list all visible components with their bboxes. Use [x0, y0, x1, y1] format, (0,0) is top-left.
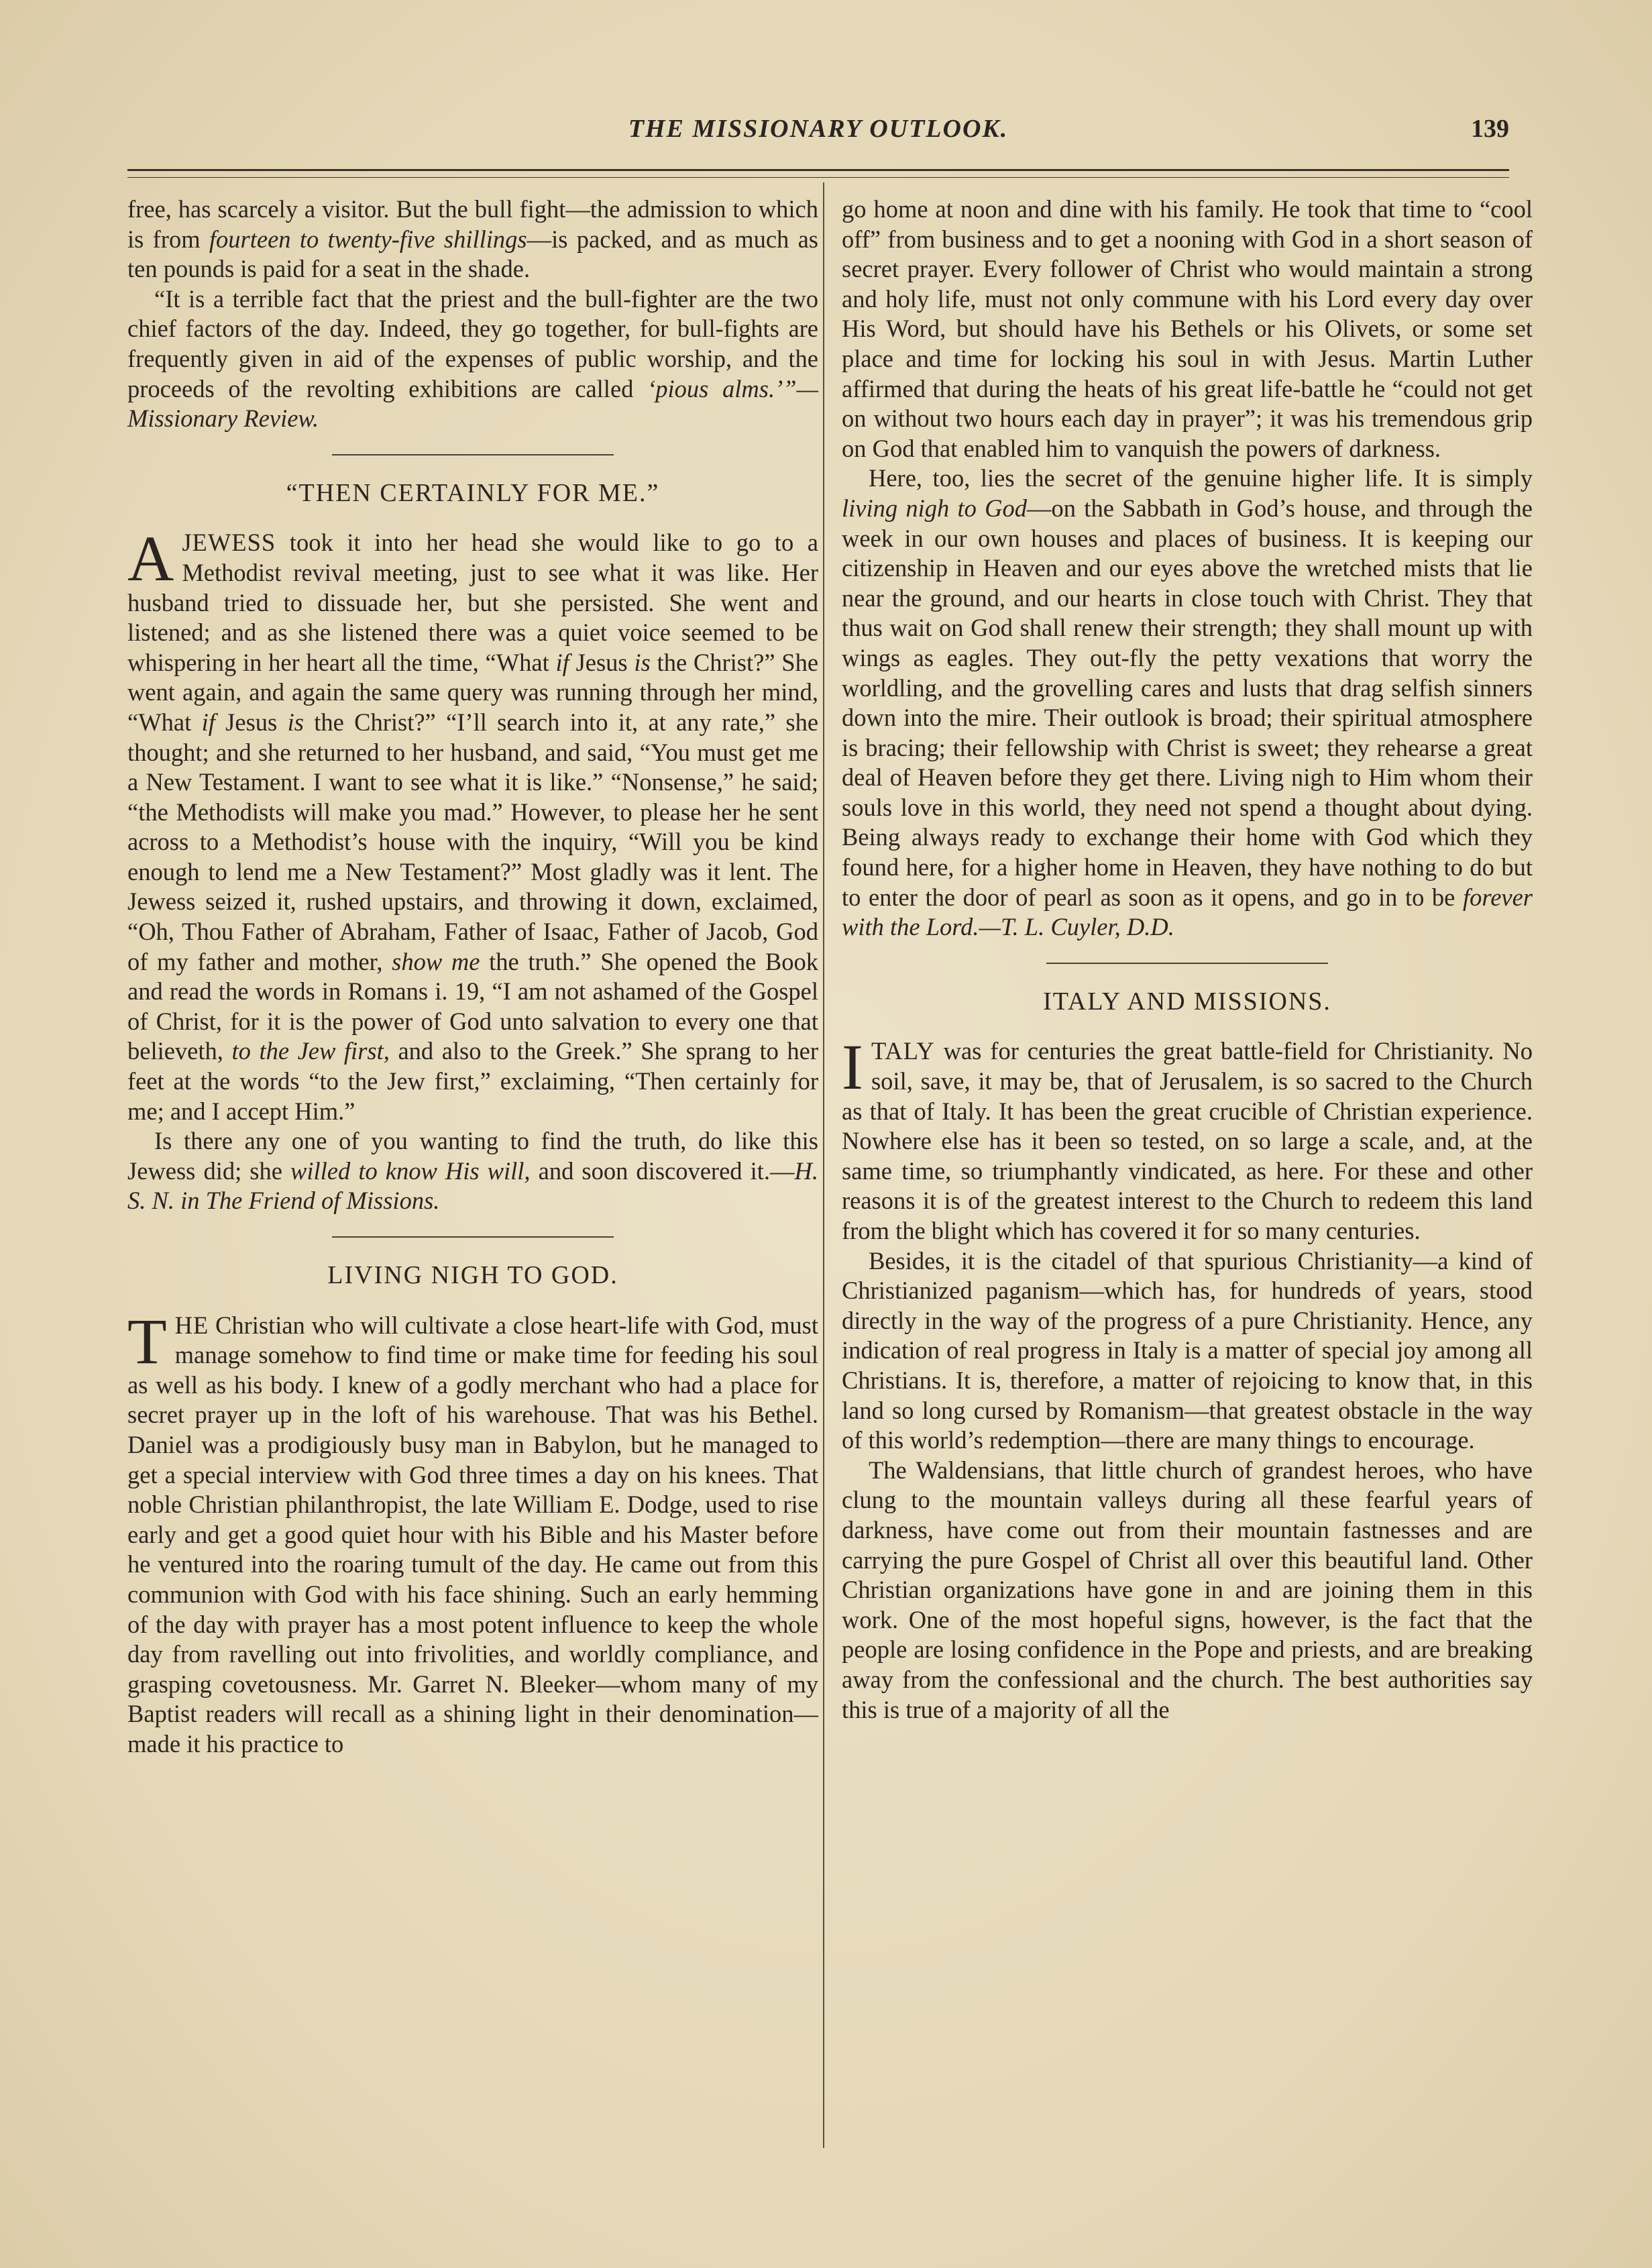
continued-paragraph-1: free, has scarcely a visitor. But the bull fight—the admission to which is from fourteen to twenty-five shillings—is packed, and as much as ten pounds is paid for a seat in the shade.: [127, 195, 818, 283]
left-column: [127, 195, 818, 1760]
drop-cap: A: [127, 523, 174, 595]
article-living-nigh-continued: go home at noon and dine with his family. He took that time to “cool off” from business and to get a nooning with God in a short season of secret prayer. Every follower of Christ who would maintain a strong and holy life, must not only commune with his Lord every day over His Word, but should have his Bethels or his Olivets, or some set place and time for locking his soul in with Jesus. Martin Luther affirmed that during the heats of his great life-battle he “could not get on without two hours each day in prayer”; it was his tremendous grip on God that enabled him to vanquish the powers of darkness.: [842, 195, 1533, 462]
article-living-nigh-paragraph-2: Here, too, lies the secret of the genuine higher life. It is simply living nigh to God—on the Sabbath in God’s house, and through the week in our own houses and places of business. It is keeping our citizenship in Heaven and our eyes above the wretched mists that lie near the ground, and our hearts in close touch with Christ. They that thus wait on God shall renew their strength; they shall mount up with wings as eagles. They out-fly the petty vexations that worry the worldling, and the grovelling cares and lusts that drag selfish sinners down into the mire. Their outlook is broad; their spiritual atmosphere is bracing; their fellowship with Christ is sweet; they rehearse a great deal of Heaven before they get there. Living nigh to Him whom their souls love in this world, they need not spend a thought about dying. Being always ready to exchange their home with God which they found here, for a higher home in Heaven, they have nothing to do but to enter the door of pearl as soon as it opens, and go in to be forever with the Lord.—T. L. Cuyler, D.D.: [842, 464, 1533, 941]
continued-paragraph-2: “It is a terrible fact that the priest and the bull-fighter are the two chief factors of the day. Indeed, they go together, for bull-fights are frequently given in aid of the expenses of public worship, and the proceeds of the revolting exhibitions are called ‘pious alms.’”—Missionary Review.: [127, 284, 818, 433]
section-separator: [332, 1236, 614, 1238]
article-jewess-paragraph-1: AJEWESS took it into her head she would like to go to a Methodist revival meeting, just to see what it was like. Her husband tried to dissuade her, but she persisted. She went and listened; and as she listened there was a quiet voice seemed to be whispering in her heart all the time, “What if Jesus is the Christ?” She went again, and again the same query was running through her mind, “What if Jesus is the Christ?” “I’ll search into it, at any rate,” she thought; and she returned to her husband, and said, “You must get me a New Testament. I want to see what it is like.” “Nonsense,” he said; “the Methodists will make you mad.” However, to please her he sent across to a Methodist’s house with the inquiry, “Will you be kind enough to lend me a New Testament?” Most gladly was it lent. The Jewess seized it, rushed upstairs, and throwing it down, exclaimed, “Oh, Thou Father of Abraham, Father of Isaac, Father of Jacob, God of my father and mother, show me the truth.” She opened the Book and read the words in Romans i. 19, “I am not ashamed of the Gospel of Christ, for it is the power of God unto salvation to every one that believeth, to the Jew first, and also to the Greek.” She sprang to her feet at the words “to the Jew first,” exclaiming, “Then certainly for me; and I accept Him.”: [127, 523, 819, 1125]
page-number: 139: [1471, 115, 1509, 143]
section-title-living-nigh: LIVING NIGH TO GOD.: [327, 1261, 618, 1289]
section-title-then-certainly: “THEN CERTAINLY FOR ME.”: [286, 478, 660, 507]
article-italy-paragraph-2: Besides, it is the citadel of that spurious Christianity—a kind of Christianized paganism—which has, for hundreds of years, stood directly in the way of the progress of a pure Christianity. Hence, any indication of real progress in Italy is a matter of special joy among all Christians. It is, therefore, a matter of rejoicing to know that, in this land so long cursed by Romanism—that greatest obstacle in the way of this world’s redemption—there are many things to encourage.: [842, 1246, 1533, 1454]
article-living-nigh-paragraph-1: THE Christian who will cultivate a close heart-life with God, must manage somehow to find time or make time for feeding his soul as well as his body. I knew of a godly merchant who had a place for secret prayer up in the loft of his warehouse. That was his Bethel. Daniel was a prodigiously busy man in Babylon, but he managed to get a special interview with God three times a day on his knees. That noble Christian philanthropist, the late William E. Dodge, used to rise early and get a good quiet hour with his Bible and his Master before he ventured into the roaring tumult of the day. He came out from this communion with God with his face shining. Such an early hemming of the day with prayer has a most potent influence to keep the whole day from ravelling out into frivolities, and worldly compliance, and grasping covetousness. Mr. Garret N. Bleeker—whom many of my Baptist readers will recall as a shining light in their denomination—made it his practice to: [127, 1305, 819, 1758]
drop-cap: T: [127, 1305, 167, 1377]
section-separator: [332, 454, 614, 455]
header-rule-thick: [127, 169, 1509, 171]
section-title-italy: ITALY AND MISSIONS.: [1043, 987, 1331, 1016]
article-italy-paragraph-1: ITALY was for centuries the great battle-field for Christianity. No soil, save, it may be, that of Jerusalem, is so sacred to the Church as that of Italy. It has been the great crucible of Christian experience. Nowhere else has it been so tested, on so large a scale, and, at the same time, so triumphantly vindicated, as here. For these and other reasons it is of the greatest interest to the Church to redeem this land from the blight which has covered it for so many centuries.: [842, 1031, 1533, 1244]
column-divider: [823, 182, 824, 2148]
running-header: [127, 114, 1509, 154]
header-rule-thin: [127, 177, 1509, 178]
article-jewess-paragraph-2: Is there any one of you wanting to find the truth, do like this Jewess did; she willed to know His will, and soon discovered it.—H. S. N. in The Friend of Missions.: [127, 1127, 818, 1215]
article-italy-paragraph-3: The Waldensians, that little church of grandest heroes, who have clung to the mountain valleys during all these fearful years of darkness, have come out from their mountain fastnesses and are carrying the pure Gospel of Christ all over this beautiful land. Other Christian organizations have gone in and are joining them in this work. One of the most hopeful signs, however, is the fact that the people are losing confidence in the Pope and priests, and are breaking away from the confessional and the church. The best authorities say this is true of a majority of all the: [842, 1456, 1533, 1723]
right-column: [842, 195, 1533, 1725]
drop-cap: I: [842, 1031, 863, 1103]
journal-title: THE MISSIONARY OUTLOOK.: [628, 115, 1009, 143]
section-separator: [1046, 963, 1328, 964]
